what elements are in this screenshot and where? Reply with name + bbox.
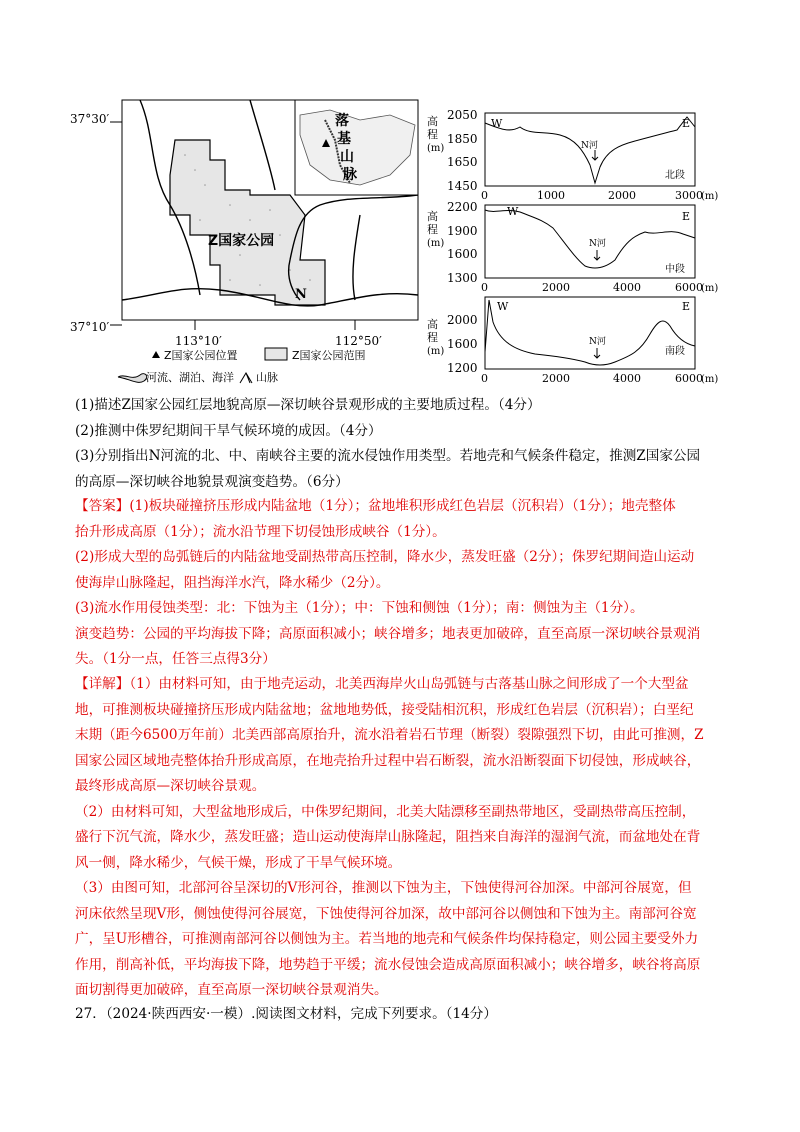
extent-legend-icon bbox=[265, 348, 287, 360]
svg-text:1600: 1600 bbox=[447, 247, 478, 261]
svg-text:1650: 1650 bbox=[447, 155, 478, 169]
svg-text:1200: 1200 bbox=[447, 361, 478, 375]
svg-text:4000: 4000 bbox=[613, 372, 641, 385]
svg-text:程: 程 bbox=[427, 128, 438, 141]
lon-left-label: 113°10′ bbox=[175, 334, 222, 348]
legend-location-label: Z国家公园位置 bbox=[164, 349, 238, 362]
svg-text:W: W bbox=[491, 117, 503, 130]
water-legend-icon bbox=[118, 374, 147, 383]
lat-top-label: 37°30′ bbox=[70, 112, 110, 126]
svg-text:1900: 1900 bbox=[447, 224, 478, 238]
question-1: (1)描述Z国家公园红层地貌高原—深切峡谷景观形成的主要地质过程。（4分） bbox=[75, 397, 541, 413]
svg-text:6000: 6000 bbox=[675, 281, 703, 294]
profile-north bbox=[425, 105, 730, 200]
svg-text:(m): (m) bbox=[701, 283, 719, 294]
legend-water-label: 河流、湖泊、海洋 bbox=[146, 371, 234, 384]
svg-text:2000: 2000 bbox=[608, 189, 636, 202]
answer-tag: 【答案】 bbox=[75, 498, 130, 514]
mountain-legend-icon bbox=[240, 373, 252, 383]
svg-text:1850: 1850 bbox=[447, 132, 478, 146]
lat-bottom-label: 37°10′ bbox=[70, 320, 110, 334]
svg-text:2000: 2000 bbox=[447, 313, 478, 327]
map-legend bbox=[118, 348, 366, 384]
svg-text:高: 高 bbox=[427, 115, 438, 128]
svg-text:2000: 2000 bbox=[542, 372, 570, 385]
svg-text:落: 落 bbox=[335, 113, 349, 129]
svg-text:程: 程 bbox=[427, 223, 438, 236]
detail-tag: 【详解】 bbox=[75, 676, 130, 692]
legend-mountain-label: 山脉 bbox=[256, 371, 278, 384]
inset-map bbox=[295, 100, 418, 195]
location-legend-icon bbox=[152, 351, 160, 358]
answer-section: 【答案】(1)板块碰撞挤压形成内陆盆地（1分）；盆地堆积形成红色岩层（沉积岩）（1分）；地壳整体 抬升形成高原（1分）；流水沿节理下切侵蚀形成峡谷（1分）。 (2)形成大型的岛弧链后的内陆盆地受副热带高压控制，降水少，蒸发旺盛（2分）；侏罗纪期间造山运动 使海岸山脉隆起，阻挡海洋水汽，降水稀少（2分）。 (3)流水作用侵蚀类型：北：下蚀为主（1分）；中：下蚀和侧蚀（1分）；南：侧蚀为主（1分）。 演变趋势：公园的平均海拔下降；高原面积减小；峡谷增多；地表更加破碎，直至高原一深切峡谷景观消 失。（1分一点，任答三点得3分） bbox=[75, 498, 701, 667]
svg-text:W: W bbox=[507, 205, 519, 218]
next-question: 27．（2024·陕西西安·一模）.阅读图文材料，完成下列要求。（14分） bbox=[75, 1006, 497, 1022]
svg-text:0: 0 bbox=[481, 372, 488, 385]
svg-text:(m): (m) bbox=[427, 143, 445, 154]
park-map bbox=[70, 95, 430, 395]
svg-text:1000: 1000 bbox=[537, 189, 565, 202]
svg-text:1600: 1600 bbox=[447, 337, 478, 351]
svg-text:中段: 中段 bbox=[665, 264, 685, 275]
river-n-label: N bbox=[295, 287, 307, 302]
svg-text:山: 山 bbox=[340, 149, 354, 165]
svg-text:(m): (m) bbox=[427, 238, 445, 249]
svg-text:N河: N河 bbox=[589, 239, 606, 249]
svg-text:2200: 2200 bbox=[447, 200, 478, 214]
svg-text:高: 高 bbox=[427, 318, 438, 331]
park-label: Z国家公园 bbox=[208, 233, 275, 249]
svg-text:0: 0 bbox=[481, 281, 488, 294]
svg-text:基: 基 bbox=[337, 131, 351, 147]
svg-text:脉: 脉 bbox=[343, 167, 357, 183]
questions bbox=[75, 393, 725, 495]
svg-text:(m): (m) bbox=[427, 346, 445, 357]
svg-text:2000: 2000 bbox=[542, 281, 570, 294]
svg-text:程: 程 bbox=[427, 331, 438, 344]
svg-text:0: 0 bbox=[481, 189, 488, 202]
svg-text:6000: 6000 bbox=[675, 372, 703, 385]
question-2: (2)推测中侏罗纪期间干旱气候环境的成因。（4分） bbox=[75, 422, 382, 439]
svg-text:N河: N河 bbox=[581, 141, 598, 151]
question-3: (3)分别指出N河流的北、中、南峡谷主要的流水侵蚀作用类型。若地壳和气候条件稳定，推测Z国家公园 bbox=[75, 448, 701, 464]
svg-text:高: 高 bbox=[427, 210, 438, 223]
svg-text:北段: 北段 bbox=[665, 170, 685, 181]
svg-text:南段: 南段 bbox=[665, 346, 685, 357]
question-3-cont: 的高原—深切峡谷地貌景观演变趋势。（6分） bbox=[75, 473, 349, 490]
svg-text:E: E bbox=[682, 300, 691, 313]
detail-section: 【详解】（1）由材料可知，由于地壳运动，北美西海岸火山岛弧链与古落基山脉之间形成了一个大型盆 地，可推测板块碰撞挤压形成内陆盆地；盆地地势低，接受陆相沉积，形成红色岩层（沉积岩）；白垩纪 末期（距今6500万年前）北美西部高原抬升，流水沿着岩石节理（断裂）裂隙强烈下切，由此可推测，Z 国家公园区域地壳整体抬升形成高原，在地壳抬升过程中岩石断裂，流水沿断裂面下切侵蚀，形成峡谷， 最终形成高原—深切峡谷景观。 （2）由材料可知，大型盆地形成后，中侏罗纪期间，北美大陆漂移至副热带地区，受副热带高压控制， 盛行下沉气流，降水少，蒸发旺盛；造山运动使海岸山脉隆起，阻挡来自海洋的湿润气流，而盆地处在背 风一侧，降水稀少，气候干燥，形成了干旱气候环境。 （3）由图可知，北部河谷呈深切的V形河谷，推测以下蚀为主，下蚀使得河谷加深。中部河谷展宽，但 河床依然呈现V形，侧蚀使得河谷展宽，下蚀使得河谷加深，故中部河谷以侧蚀和下蚀为主。南部河谷宽 广，呈U形槽谷，可推测南部河谷以侧蚀为主。若当地的地壳和气候条件均保持稳定，则公园主要受外力 作用，削高补低，平均海拔下降，地势趋于平缓；流水侵蚀会造成高原面积减小；峡谷增多，峡谷将高原 面切割得更加破碎，直至高原一深切峡谷景观消失。 bbox=[75, 676, 704, 998]
svg-text:1450: 1450 bbox=[447, 179, 478, 193]
profile-south-line bbox=[485, 300, 695, 365]
lon-right-label: 112°50′ bbox=[335, 334, 382, 348]
svg-text:2050: 2050 bbox=[447, 108, 478, 122]
svg-text:(m): (m) bbox=[701, 374, 719, 385]
svg-text:N河: N河 bbox=[589, 337, 606, 347]
svg-text:4000: 4000 bbox=[613, 281, 641, 294]
svg-text:E: E bbox=[682, 210, 691, 223]
svg-text:1300: 1300 bbox=[447, 271, 478, 285]
profile-south bbox=[425, 292, 730, 387]
svg-text:E: E bbox=[682, 117, 691, 130]
svg-text:W: W bbox=[497, 300, 509, 313]
svg-text:3000: 3000 bbox=[675, 189, 703, 202]
svg-text:(m): (m) bbox=[701, 191, 719, 202]
legend-extent-label: Z国家公园范围 bbox=[292, 349, 366, 362]
profile-middle bbox=[425, 198, 730, 293]
